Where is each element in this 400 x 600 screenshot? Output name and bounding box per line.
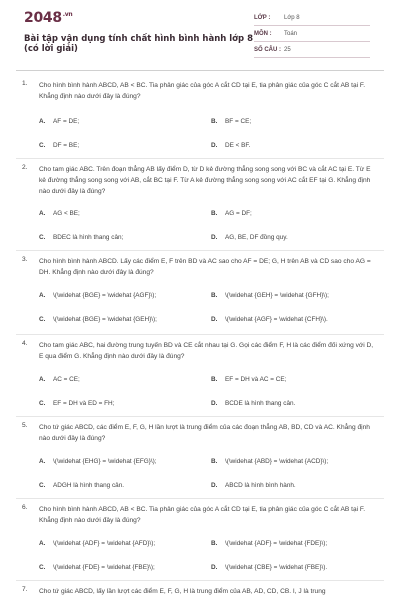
option-c[interactable] (39, 234, 123, 241)
option-d[interactable] (211, 142, 250, 149)
option-text: \(\widehat {CBE} = \widehat {FBE}\). (225, 564, 328, 571)
option-letter: A. (39, 210, 46, 217)
option-text: \(\widehat {ADF} = \widehat {FDE}\); (225, 540, 328, 547)
option-letter: D. (211, 234, 218, 241)
option-b[interactable] (211, 458, 328, 465)
option-letter: C. (39, 482, 46, 489)
option-text: \(\widehat {EHG} = \widehat {EFG}\); (53, 458, 157, 465)
document-title: Bài tập vận dụng tính chất hình bình hành lớp 8 (có lời giải) (24, 34, 253, 54)
option-text: AG < BE; (53, 210, 80, 217)
option-letter: C. (39, 142, 46, 149)
option-letter: C. (39, 564, 46, 571)
option-letter: B. (211, 458, 218, 465)
option-d[interactable] (211, 316, 328, 323)
meta-value: Lớp 8 (284, 14, 300, 21)
option-letter: A. (39, 118, 46, 125)
option-letter: A. (39, 540, 46, 547)
option-text: ADGH là hình thang cân. (53, 482, 125, 489)
option-letter: A. (39, 458, 46, 465)
option-a[interactable] (39, 210, 80, 217)
option-letter: D. (211, 142, 218, 149)
meta-row-class (254, 10, 370, 26)
option-text: BF = CE; (225, 118, 252, 125)
question-number: 3. (22, 256, 28, 263)
question-number: 5. (22, 422, 28, 429)
option-letter: B. (211, 376, 218, 383)
option-text: DE < BF. (225, 142, 251, 149)
option-d[interactable] (211, 234, 288, 241)
option-a[interactable] (39, 376, 80, 383)
option-text: AG, BE, DF đồng quy. (225, 234, 288, 241)
meta-value: Toán (284, 30, 298, 37)
option-b[interactable] (211, 292, 329, 299)
question-separator (16, 158, 384, 159)
option-letter: D. (211, 482, 218, 489)
meta-table (254, 10, 370, 58)
option-text: \(\widehat {GEH} = \widehat {GFH}\); (225, 292, 329, 299)
logo-text: 2048 (24, 10, 62, 26)
option-letter: B. (211, 540, 218, 547)
option-c[interactable] (39, 142, 79, 149)
option-text: AF = DE; (53, 118, 80, 125)
option-text: \(\widehat {FDE} = \widehat {FBE}\); (53, 564, 155, 571)
option-a[interactable] (39, 292, 156, 299)
question-separator (16, 334, 384, 335)
option-text: AG = DF; (225, 210, 252, 217)
option-letter: D. (211, 316, 218, 323)
option-letter: A. (39, 292, 46, 299)
meta-row-subject (254, 26, 370, 42)
option-letter: B. (211, 292, 218, 299)
question-separator (16, 250, 384, 251)
option-letter: C. (39, 234, 46, 241)
question-text: Cho hình bình hành ABCD, AB < BC. Tia phân giác của góc A cắt CD tại E, tia phân giác của góc C cắt AB tại F. Khẳng định nào dưới đây là đúng? (39, 506, 366, 524)
option-letter: B. (211, 210, 218, 217)
question-text: Cho tam giác ABC, hai đường trung tuyến BD và CE cắt nhau tại G. Gọi các điểm F, H là các điểm đối xứng với D, E qua điểm G. Khẳng định nào dưới đây là đúng? (39, 342, 374, 360)
option-b[interactable] (211, 540, 327, 547)
question-text: Cho hình bình hành ABCD, AB < BC. Tia phân giác của góc A cắt CD tại E, tia phân giác của góc C cắt AB tại F. Khẳng định nào dưới đây là đúng? (39, 82, 366, 100)
option-text: AC = CE; (53, 376, 80, 383)
option-c[interactable] (39, 482, 124, 489)
option-letter: D. (211, 400, 218, 407)
option-text: EF = DH và ED = FH; (53, 400, 115, 407)
option-text: \(\widehat {AGF} = \widehat {CFH}\). (225, 316, 328, 323)
option-c[interactable] (39, 564, 155, 571)
option-a[interactable] (39, 540, 155, 547)
option-text: DF = BE; (53, 142, 80, 149)
option-text: ABCD là hình bình hành. (225, 482, 296, 489)
meta-label: SỐ CÂU : (254, 46, 281, 53)
question-text: Cho hình bình hành ABCD. Lấy các điểm E, F trên BD và AC sao cho AF = DE; G, H trên AB và CD sao cho AG = DH. Khẳng định nào dưới đây là đúng? (39, 258, 371, 276)
option-a[interactable] (39, 118, 79, 125)
meta-value: 25 (284, 46, 291, 53)
option-d[interactable] (211, 400, 295, 407)
option-letter: B. (211, 118, 218, 125)
question-text: Cho tứ giác ABCD, các điểm E, F, G, H lần lượt là trung điểm của các đoạn thẳng AB, BD, CD và AC. Khẳng định nào dưới đây là đúng? (39, 424, 370, 442)
option-text: \(\widehat {ADF} = \widehat {AFD}\); (53, 540, 156, 547)
option-text: BDEC là hình thang cân; (53, 234, 124, 241)
logo-suffix: .vn (62, 11, 73, 19)
option-letter: C. (39, 400, 46, 407)
option-text: EF = DH và AC = CE; (225, 376, 287, 383)
question-number: 2. (22, 164, 28, 171)
header-divider (16, 70, 384, 71)
option-b[interactable] (211, 118, 251, 125)
question-separator (16, 416, 384, 417)
question-number: 7. (22, 586, 28, 593)
option-text: BCDE là hình thang cân. (225, 400, 296, 407)
option-text: \(\widehat {BGE} = \widehat {AGF}\); (53, 292, 157, 299)
question-text: Cho tứ giác ABCD, lấy lần lượt các điểm E, F, G, H là trung điểm của AB, AD, CD, CB. I, J là trung (39, 588, 326, 595)
meta-label: MÔN : (254, 30, 272, 37)
option-text: \(\widehat {ABD} = \widehat {ACD}\); (225, 458, 329, 465)
question-number: 4. (22, 340, 28, 347)
question-separator (16, 498, 384, 499)
meta-label: LỚP : (254, 14, 271, 21)
option-b[interactable] (211, 376, 286, 383)
meta-row-count (254, 42, 370, 58)
option-letter: A. (39, 376, 46, 383)
option-d[interactable] (211, 564, 327, 571)
option-letter: C. (39, 316, 46, 323)
document-header (0, 0, 400, 66)
option-letter: D. (211, 564, 218, 571)
option-a[interactable] (39, 458, 157, 465)
option-text: \(\widehat {BGE} = \widehat {GEH}\); (53, 316, 157, 323)
option-c[interactable] (39, 400, 114, 407)
question-number: 6. (22, 504, 28, 511)
site-logo[interactable] (24, 10, 72, 26)
question-number: 1. (22, 80, 28, 87)
question-separator (16, 580, 384, 581)
option-b[interactable] (211, 210, 252, 217)
question-text: Cho tam giác ABC. Trên đoạn thẳng AB lấy điểm D, từ D kẻ đường thẳng song song với BC và cắt AC tại E. Từ E kẻ đường thẳng song song với AB, cắt BC tại F. Từ A kẻ đường thẳng song song với AC cắt EF tại G. Khẳng định nào dưới đây là đúng? (39, 166, 371, 195)
option-c[interactable] (39, 316, 157, 323)
option-d[interactable] (211, 482, 296, 489)
